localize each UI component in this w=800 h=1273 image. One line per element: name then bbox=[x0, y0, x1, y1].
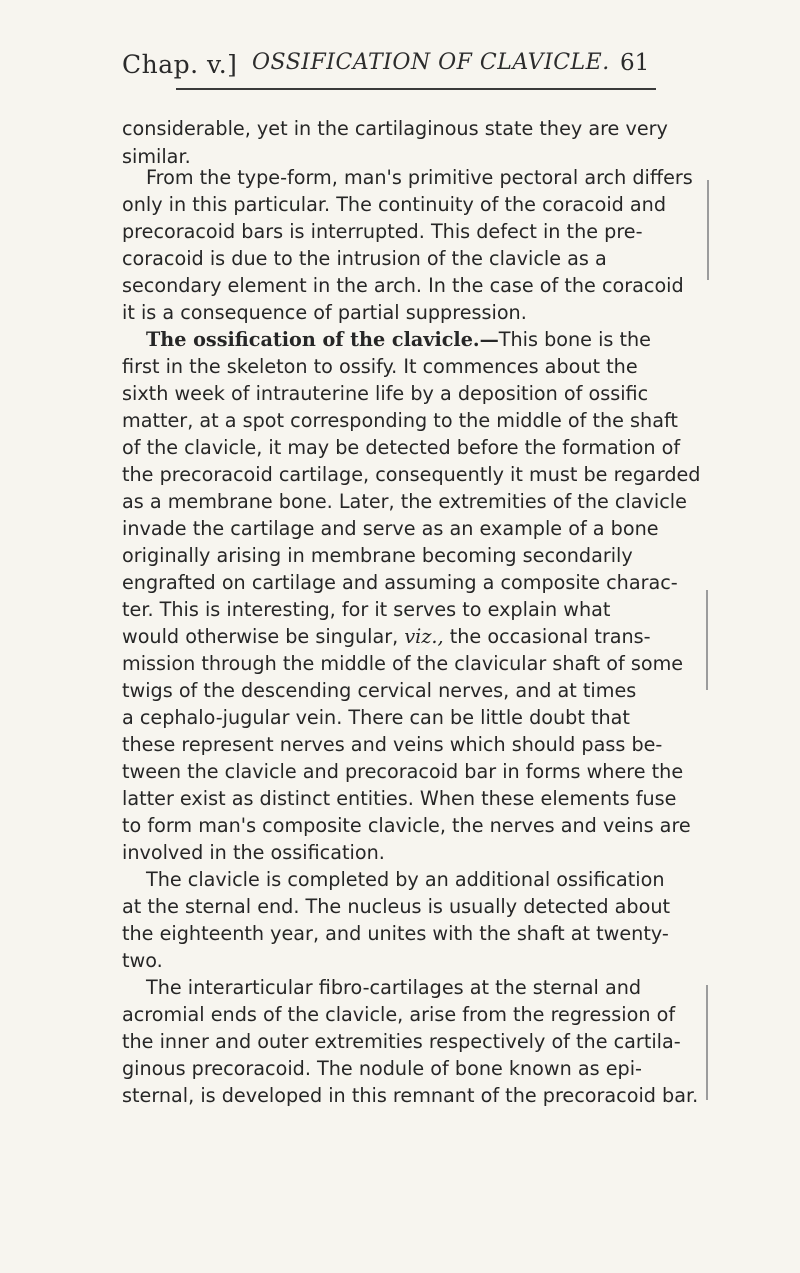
text-line: similar. bbox=[122, 145, 191, 168]
running-title: OSSIFICATION OF CLAVICLE. bbox=[252, 50, 610, 75]
margin-mark bbox=[706, 985, 708, 1100]
text-line bbox=[146, 328, 651, 352]
text-line: From the type-form, man's primitive pectoral arch differs bbox=[146, 166, 693, 189]
text-line: to form man's composite clavicle, the nerves and veins are bbox=[122, 814, 691, 837]
running-header bbox=[122, 50, 662, 86]
text-line: secondary element in the arch. In the case of the coracoid bbox=[122, 274, 684, 297]
text-line: coracoid is due to the intrusion of the clavicle as a bbox=[122, 247, 607, 270]
header-rule bbox=[176, 88, 656, 90]
text-line: two. bbox=[122, 949, 163, 972]
text-line: ginous precoracoid. The nodule of bone known as epi- bbox=[122, 1057, 642, 1080]
heading-continuation: This bone is the bbox=[498, 328, 651, 351]
italic-viz: viz., bbox=[404, 625, 444, 648]
text-line: twigs of the descending cervical nerves, and at times bbox=[122, 679, 637, 702]
text-line: tween the clavicle and precoracoid bar in forms where the bbox=[122, 760, 684, 783]
text-line: of the clavicle, it may be detected before the formation of bbox=[122, 436, 681, 459]
text-line: originally arising in membrane becoming secondarily bbox=[122, 544, 633, 567]
page-number: 61 bbox=[620, 50, 650, 76]
text-line: The clavicle is completed by an additional ossification bbox=[146, 868, 665, 891]
text-line: invade the cartilage and serve as an example of a bone bbox=[122, 517, 659, 540]
margin-mark bbox=[706, 590, 708, 690]
text-line bbox=[122, 625, 651, 649]
text-line: acromial ends of the clavicle, arise from the regression of bbox=[122, 1003, 676, 1026]
text-line: involved in the ossification. bbox=[122, 841, 385, 864]
text-line: considerable, yet in the cartilaginous state they are very bbox=[122, 117, 668, 140]
text-fragment: the occasional trans- bbox=[449, 625, 651, 648]
text-line: matter, at a spot corresponding to the middle of the shaft bbox=[122, 409, 678, 432]
text-fragment: would otherwise be singular, bbox=[122, 625, 405, 648]
text-line: precoracoid bars is interrupted. This defect in the pre- bbox=[122, 220, 643, 243]
text-line: ter. This is interesting, for it serves to explain what bbox=[122, 598, 611, 621]
text-line: latter exist as distinct entities. When these elements fuse bbox=[122, 787, 677, 810]
text-line: sixth week of intrauterine life by a deposition of ossific bbox=[122, 382, 649, 405]
chapter-label: Chap. v.] bbox=[122, 50, 238, 79]
text-line: the precoracoid cartilage, consequently it must be regarded bbox=[122, 463, 701, 486]
text-line: as a membrane bone. Later, the extremities of the clavicle bbox=[122, 490, 687, 513]
margin-mark bbox=[707, 180, 709, 280]
text-line: the eighteenth year, and unites with the shaft at twenty- bbox=[122, 922, 669, 945]
section-heading: The ossification of the clavicle.— bbox=[146, 328, 499, 351]
text-line: these represent nerves and veins which should pass be- bbox=[122, 733, 663, 756]
text-line: it is a consequence of partial suppression. bbox=[122, 301, 527, 324]
text-line: a cephalo-jugular vein. There can be little doubt that bbox=[122, 706, 630, 729]
text-line: the inner and outer extremities respectively of the cartila- bbox=[122, 1030, 681, 1053]
text-line: mission through the middle of the clavicular shaft of some bbox=[122, 652, 684, 675]
text-line: first in the skeleton to ossify. It commences about the bbox=[122, 355, 638, 378]
text-line: at the sternal end. The nucleus is usually detected about bbox=[122, 895, 671, 918]
text-line: sternal, is developed in this remnant of the precoracoid bar. bbox=[122, 1084, 699, 1107]
text-line: engrafted on cartilage and assuming a composite charac- bbox=[122, 571, 678, 594]
text-line: only in this particular. The continuity of the coracoid and bbox=[122, 193, 667, 216]
text-line: The interarticular fibro-cartilages at the sternal and bbox=[146, 976, 642, 999]
